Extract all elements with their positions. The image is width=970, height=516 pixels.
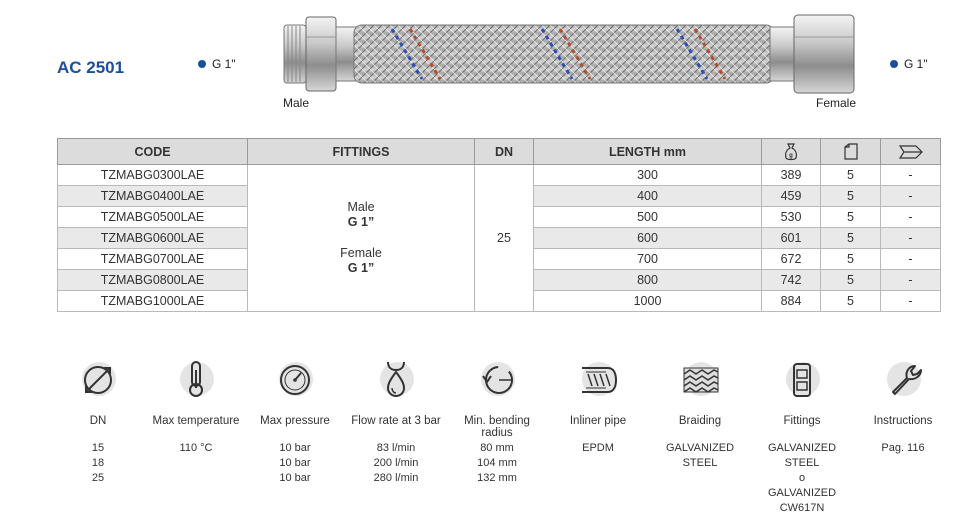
feature-label: Inliner pipe [569, 415, 627, 427]
header-box [821, 139, 881, 165]
cell-weight: 389 [762, 165, 821, 186]
header-dn: DN [475, 139, 534, 165]
feature-diameter [48, 358, 148, 486]
feature-pressure-gauge [245, 358, 345, 486]
feature-value: 83 l/min [376, 442, 416, 454]
cell-weight: 459 [762, 186, 821, 207]
feature-values [346, 441, 446, 486]
header-fittings: FITTINGS [248, 139, 475, 165]
feature-label: Braiding [678, 415, 722, 427]
cell-pack: - [881, 186, 941, 207]
feature-values [853, 441, 953, 456]
blue-dot-icon [890, 60, 898, 68]
cell-weight: 530 [762, 207, 821, 228]
feature-label: Min. bending radius [464, 415, 530, 439]
wrench-icon [883, 358, 923, 398]
left-connection-spec [198, 57, 236, 71]
feature-value: Pag. 116 [881, 442, 925, 454]
pack-icon [898, 144, 924, 160]
cell-weight: 742 [762, 270, 821, 291]
cell-code: TZMABG0700LAE [58, 249, 248, 270]
feature-value: 110 °C [179, 442, 213, 454]
feature-bending-radius [447, 358, 547, 486]
cell-length: 400 [534, 186, 762, 207]
cell-box: 5 [821, 228, 881, 249]
feature-value: GALVANIZED STEEL [665, 442, 735, 469]
header-weight [762, 139, 821, 165]
feature-label: Fittings [783, 415, 821, 427]
feature-value: 104 mm [477, 457, 517, 469]
feature-value: 10 bar [279, 472, 311, 484]
left-connection-size: G 1" [212, 57, 236, 71]
bending-radius-icon [477, 358, 517, 398]
feature-values [548, 441, 648, 456]
cell-code: TZMABG1000LAE [58, 291, 248, 312]
fittings-line: Female [340, 246, 382, 260]
feature-label: DN [89, 415, 107, 427]
cell-fittings [248, 165, 475, 312]
cell-length: 300 [534, 165, 762, 186]
cell-weight: 601 [762, 228, 821, 249]
feature-value: GALVANIZED CW617N [767, 487, 837, 514]
cell-pack: - [881, 165, 941, 186]
fittings-line: G 1” [347, 261, 375, 275]
male-end-label: Male [283, 96, 310, 110]
cell-pack: - [881, 207, 941, 228]
cell-box: 5 [821, 291, 881, 312]
cell-code: TZMABG0500LAE [58, 207, 248, 228]
fittings-line: Male [347, 200, 375, 214]
box-icon [843, 143, 859, 161]
right-connection-size: G 1" [904, 57, 928, 71]
cell-weight: 672 [762, 249, 821, 270]
cell-pack: - [881, 291, 941, 312]
fittings-icon [782, 358, 822, 398]
cell-pack: - [881, 228, 941, 249]
feature-inliner-pipe [548, 358, 648, 456]
feature-value: 280 l/min [373, 472, 419, 484]
feature-value: 132 mm [477, 472, 517, 484]
blue-dot-icon [198, 60, 206, 68]
feature-flow-drop [346, 358, 446, 486]
feature-thermometer [146, 358, 246, 456]
cell-box: 5 [821, 270, 881, 291]
feature-values [146, 441, 246, 456]
feature-value: 200 l/min [373, 457, 419, 469]
thermometer-icon [176, 358, 216, 398]
feature-value: 80 mm [480, 442, 514, 454]
cell-length: 600 [534, 228, 762, 249]
cell-box: 5 [821, 186, 881, 207]
feature-value: 15 [91, 442, 105, 454]
cell-dn: 25 [475, 165, 534, 312]
cell-box: 5 [821, 165, 881, 186]
feature-value: 10 bar [279, 442, 311, 454]
feature-values [245, 441, 345, 486]
cell-length: 700 [534, 249, 762, 270]
inliner-pipe-icon [578, 358, 618, 398]
right-connection-spec [890, 57, 928, 71]
pressure-gauge-icon [275, 358, 315, 398]
feature-value: GALVANIZED STEEL [767, 442, 837, 469]
braiding-icon [680, 358, 720, 398]
cell-code: TZMABG0600LAE [58, 228, 248, 249]
feature-label: Max pressure [260, 415, 330, 427]
feature-values [650, 441, 750, 471]
cell-weight: 884 [762, 291, 821, 312]
feature-fittings [752, 358, 852, 516]
feature-value: EPDM [582, 442, 614, 454]
svg-text:g: g [789, 152, 793, 159]
female-end-label: Female [816, 96, 857, 110]
cell-code: TZMABG0400LAE [58, 186, 248, 207]
feature-value: 18 [91, 457, 105, 469]
cell-code: TZMABG0800LAE [58, 270, 248, 291]
feature-label: Instructions [873, 415, 933, 427]
cell-length: 1000 [534, 291, 762, 312]
feature-value: 10 bar [279, 457, 311, 469]
braided-hose-image [282, 13, 857, 95]
cell-pack: - [881, 270, 941, 291]
fittings-line: G 1” [347, 215, 375, 229]
cell-box: 5 [821, 207, 881, 228]
cell-box: 5 [821, 249, 881, 270]
cell-code: TZMABG0300LAE [58, 165, 248, 186]
flow-drop-icon [376, 358, 416, 398]
feature-value: 25 [91, 472, 105, 484]
feature-wrench [853, 358, 953, 456]
feature-braiding [650, 358, 750, 471]
cell-pack: - [881, 249, 941, 270]
table-header-row [58, 139, 941, 165]
feature-values [48, 441, 148, 486]
feature-values [752, 441, 852, 516]
header-code: CODE [58, 139, 248, 165]
weight-bag-icon [784, 143, 798, 161]
diameter-icon [78, 358, 118, 398]
feature-value: o [798, 472, 806, 484]
cell-length: 800 [534, 270, 762, 291]
feature-label: Max temperature [152, 415, 240, 427]
table-row [58, 165, 941, 186]
product-code: AC 2501 [57, 58, 125, 77]
header-length: LENGTH mm [534, 139, 762, 165]
product-table [57, 138, 941, 312]
cell-length: 500 [534, 207, 762, 228]
feature-label: Flow rate at 3 bar [351, 415, 441, 427]
feature-values [447, 441, 547, 486]
header-pack [881, 139, 941, 165]
